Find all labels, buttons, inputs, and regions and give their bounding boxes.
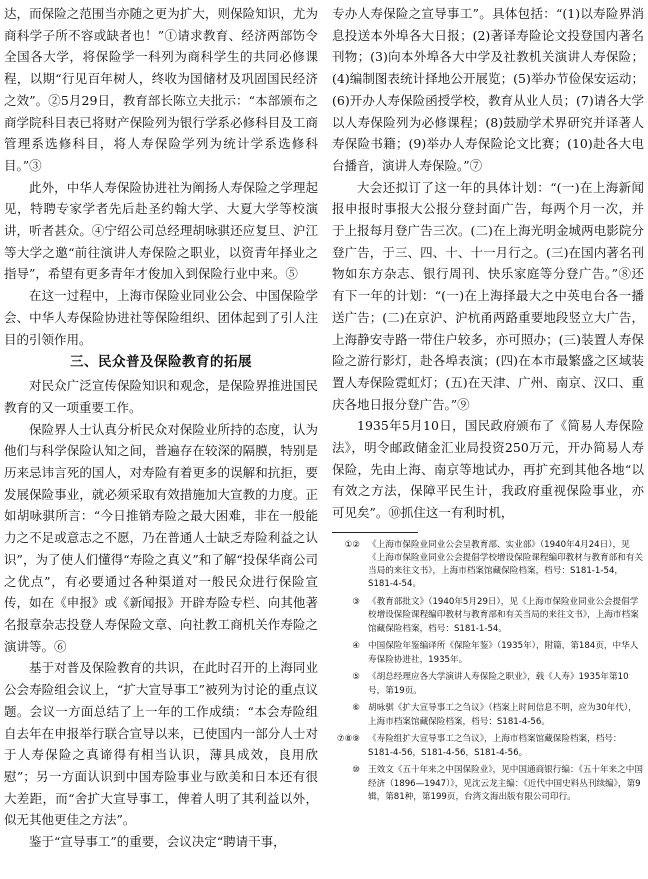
footnote: [332, 596, 644, 636]
footnote-text: 《寿险组扩大宣导事工之刍议》，上海市档案馆藏保险档案，档号：S181-4-56，S181-4-56，S181-4-56。: [368, 734, 622, 758]
paragraph: 达，而保险之范围当亦随之更为扩大，则保险知识，尤为商科学子所不容或缺者也！”①请求教育、经济两部饬令全国各大学，将保险学一科列为商科学生的共同必修课程，以期“行见百年树人，终收为国储材及巩固国民经济之效”。②5月29日，教育部长陈立夫批示：“本部颁布之商学院科目表已将财产保险列为银行学系必修科目及工商管理系选修科目，将人寿保险学列为统计学系选修科目。”③: [4, 6, 318, 173]
footnote-text: 中国保险年鉴编译所《保险年鉴》（1935年），附篇，第184页，中华人寿保险协进社，1935年。: [368, 641, 639, 665]
footnote-divider: [332, 532, 418, 533]
paragraph: 1935年5月10日，国民政府颁布了《简易人寿保险法》，明令邮政储金汇业局投资250万元，开办简易人寿保险，先由上海、南京等地试办，再扩充到其他各地“以有效之方法，保障平民生计，我政府重视保险事业，亦可见矣”。⑩抓住这一有利时机，: [332, 418, 644, 521]
footnote: [332, 733, 644, 759]
paragraph: 大会还拟订了这一年的具体计划：“(一)在上海新闻报申报时事报大公报分登封面广告，每两个月一次，并于上报每月登广告三次。(二)在上海光明金城两电影院分登广告，于三、四、十、十一月行之。(三)在国内著名刊物如东方杂志、银行周刊、快乐家庭等分登广告。”⑧还有下一年的计划：“(一)在上海择最大之中英电台各一播送广告；(二)在京沪、沪杭甬两路重要地段竖立大广告，上海静安寺路一带住户较多，亦可照办；(三)装置人寿保险之游行影灯，赴各埠表演；(四)在本市最繁盛之区域装置人寿保险霓虹灯；(五)在天津、广州、南京、汉口、重庆各地日报分登广告。”⑨: [332, 179, 644, 412]
footnote-text: 《胡总经理应各大学演讲人寿保险之职业》，载《人寿》1935年第10号，第19页。: [368, 672, 629, 696]
paragraph: 对民众广泛宣传保险知识和观念，是保险界推进国民教育的又一项重要工作。: [4, 378, 318, 415]
right-column: [332, 3, 644, 809]
left-column: [4, 3, 318, 853]
footnote-mark: ③: [352, 597, 360, 608]
footnote: [332, 539, 644, 592]
section-heading: 三、民众普及保险教育的拓展: [70, 354, 252, 371]
footnote-mark: ⑦⑧⑨: [336, 734, 360, 745]
footnote: [332, 671, 644, 697]
paragraph: 专办人寿保险之宣导事工”。具体包括：“(1)以寿险界消息投送本外埠各大日报；(2)著译寿险论文投登国内著名刊物；(3)向本外埠各大中学及社教机关演讲人寿保险；(4)编制图表统计择地公开展览；(5)举办节俭保安运动；(6)开办人寿保险函授学校，教育从业人员；(7)请各大学以人寿保险列为必修课程；(8)鼓励学术界研究并译著人寿保险书籍；(9)举办人寿保险论文比赛；(10)赴各大电台播音，演讲人寿保险。”⑦: [332, 6, 644, 173]
paragraph: 鉴于“宣导事工”的重要，会议决定“聘请干事，: [29, 834, 286, 850]
paragraph: 保险界人士认真分析民众对保险业所持的态度，认为他们与科学保险认知之间，普遍存在较深的隔膜，特别是历来忌讳言死的国人，对寿险有着更多的误解和抗拒，要发展保险事业，就必须采取有效措施加大宣教的力度。正如胡咏骐所言：“今日推销寿险之最大困难，非在一般能力之不足或意志之不愿，乃在普通人士缺乏寿险利益之认识”，为了使人们懂得“寿险之真义”和了解“投保华商公司之优点”，有必要通过各种渠道对一般民众进行保险宣传，如在《申报》或《新闻报》开辟寿险专栏、向其他著名报章杂志投登人寿保险文章、向社教工商机关作寿险之演讲等。⑥: [4, 421, 318, 654]
footnote-text: 《教育部批文》（1940年5月29日），见《上海市保险业同业公会提倡学校增设保险课程编印教材与教育部和有关当局的来往文书》，上海市档案馆藏保险档案，档号：S181-1-54。: [368, 597, 639, 634]
paragraph: 此外，中华人寿保险协进社为阐扬人寿保险之学理起见，特聘专家学者先后赴圣约翰大学、大夏大学等校演讲，听者甚众。④宁绍公司总经理胡咏骐还应复旦、沪江等大学之邀“前往演讲人寿保险之职业，以资青年择业之指导”，希望有更多青年才俊加入到保险行业中来。⑤: [4, 179, 318, 282]
footnote: [332, 764, 644, 804]
footnote-mark: ④: [352, 641, 360, 652]
paragraph: 在这一过程中，上海市保险业同业公会、中国保险学会、中华人寿保险协进社等保险组织、团体起到了引人注目的引领作用。: [4, 288, 318, 347]
footnote-mark: ⑥: [352, 703, 360, 714]
footnote-mark: ⑤: [352, 672, 360, 683]
footnote-mark: ⑩: [352, 765, 360, 776]
paragraph: 基于对普及保险教育的共识，在此时召开的上海同业公会寿险组会议上，“扩大宣导事工”被列为讨论的重点议题。会议一方面总结了上一年的工作成绩：“本会寿险组自去年在申报举行联合宣导以来，已使国内一部分人士对于人寿保险之真谛得有相当认识，薄具成效，良用欣慰”；另一方面认识到中国寿险事业与欧美和日本还有很大差距，而“舍扩大宣导事工，俾着人明了其利益以外，似无其他更佳之方法”。: [4, 660, 318, 828]
footnote-text: 胡咏骐《扩大宣导事工之刍议》（档案上时间信息不明，应为30年代），上海市档案馆藏保险档案，档号：S181-4-56。: [368, 703, 637, 727]
footnote-mark: ①②: [344, 539, 360, 550]
footnote-text: 王效文《五十年来之中国保险业》，见中国通商银行编：《五十年来之中国经济（1896—1947）》，见沈云龙主编：《近代中国史料丛刊续编》，第9辑，第81种，第199页，台湾文海出版有限公司印行。: [368, 765, 643, 802]
footnote: [332, 702, 644, 728]
footnotes: [332, 539, 644, 804]
footnote: [332, 640, 644, 666]
footnote-text: 《上海市保险业同业公会呈教育部、实业部》（1940年4月24日），见《上海市保险业同业公会提倡学校增设保险课程编印教材与教育部和有关当局的来往文书》，上海市档案馆藏保险档案，档号：S181-1-54，S181-4-54。: [368, 539, 644, 590]
